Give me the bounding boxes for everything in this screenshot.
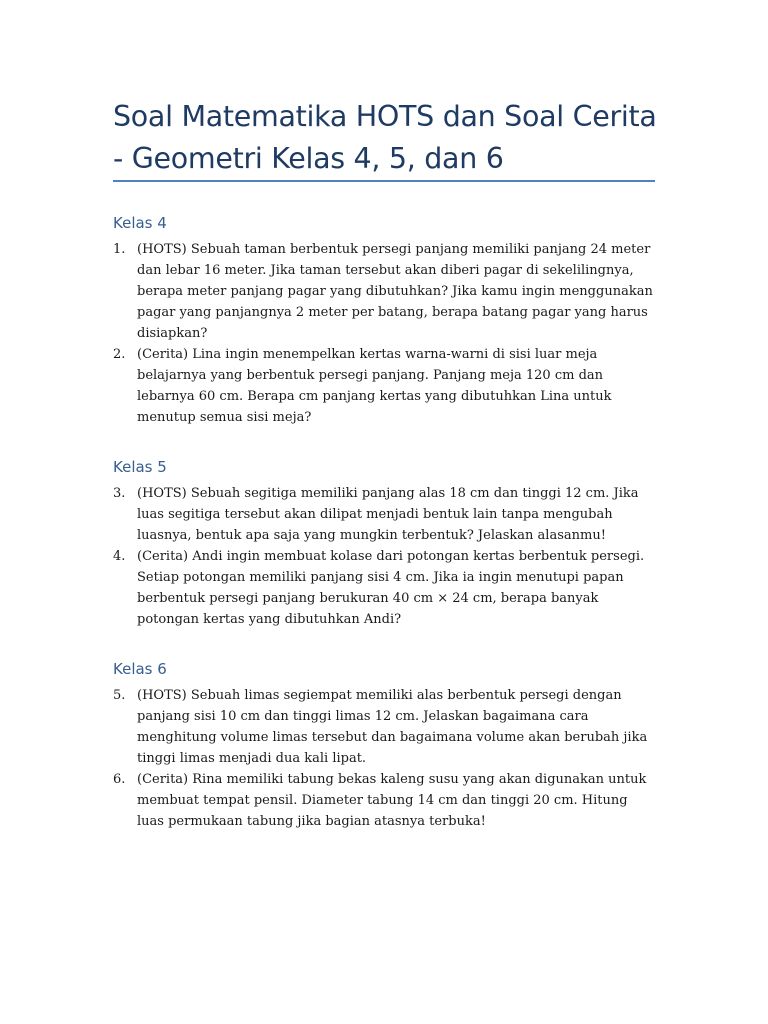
- list-item: [113, 483, 658, 546]
- title-divider: [113, 180, 655, 182]
- item-text: (Cerita) Rina memiliki tabung bekas kaleng susu yang akan digunakan untuk membuat tempat pensil. Diameter tabung 14 cm dan tinggi 20 cm. Hitung luas permukaan tabung jika bagian atasnya terbuka!: [137, 772, 647, 829]
- item-text: (HOTS) Sebuah limas segiempat memiliki alas berbentuk persegi dengan panjang sisi 10 cm dan tinggi limas 12 cm. Jelaskan bagaimana cara menghitung volume limas tersebut dan bagaimana volume akan berubah jika tinggi limas menjadi dua kali lipat.: [137, 688, 648, 766]
- document-title: Soal Matematika HOTS dan Soal Cerita - Geometri Kelas 4, 5, dan 6: [113, 100, 657, 175]
- list-item: [113, 769, 658, 832]
- section-heading: Kelas 5: [113, 458, 167, 476]
- item-number: 3.: [113, 486, 126, 501]
- list-item: [113, 344, 658, 428]
- item-text: (HOTS) Sebuah segitiga memiliki panjang alas 18 cm dan tinggi 12 cm. Jika luas segitiga tersebut akan dilipat menjadi bentuk lain tanpa mengubah luasnya, bentuk apa saja yang mungkin terbentuk? Jelaskan alasanmu!: [137, 486, 639, 543]
- section-heading: Kelas 4: [113, 214, 167, 232]
- item-text: (Cerita) Andi ingin membuat kolase dari potongan kertas berbentuk persegi. Setiap potongan memiliki panjang sisi 4 cm. Jika ia ingin menutupi papan berbentuk persegi panjang berukuran 40 cm × 24 cm, berapa banyak potongan kertas yang dibutuhkan Andi?: [137, 549, 645, 627]
- list-item: [113, 546, 658, 630]
- item-text: (Cerita) Lina ingin menempelkan kertas warna-warni di sisi luar meja belajarnya yang berbentuk persegi panjang. Panjang meja 120 cm dan lebarnya 60 cm. Berapa cm panjang kertas yang dibutuhkan Lina untuk menutup semua sisi meja?: [137, 347, 612, 425]
- item-number: 4.: [113, 549, 126, 564]
- item-number: 1.: [113, 242, 126, 257]
- section-kelas-5: [113, 457, 658, 630]
- list-item: [113, 685, 658, 769]
- item-text: (HOTS) Sebuah taman berbentuk persegi panjang memiliki panjang 24 meter dan lebar 16 meter. Jika taman tersebut akan diberi pagar di sekelilingnya, berapa meter panjang pagar yang dibutuhkan? Jika kamu ingin menggunakan pagar yang panjangnya 2 meter per batang, berapa batang pagar yang harus disiapkan?: [137, 242, 653, 341]
- list-item: [113, 239, 658, 344]
- section-kelas-6: [113, 659, 658, 832]
- item-number: 6.: [113, 772, 126, 787]
- item-number: 2.: [113, 347, 126, 362]
- section-kelas-4: [113, 213, 658, 428]
- section-heading: Kelas 6: [113, 660, 167, 678]
- item-number: 5.: [113, 688, 126, 703]
